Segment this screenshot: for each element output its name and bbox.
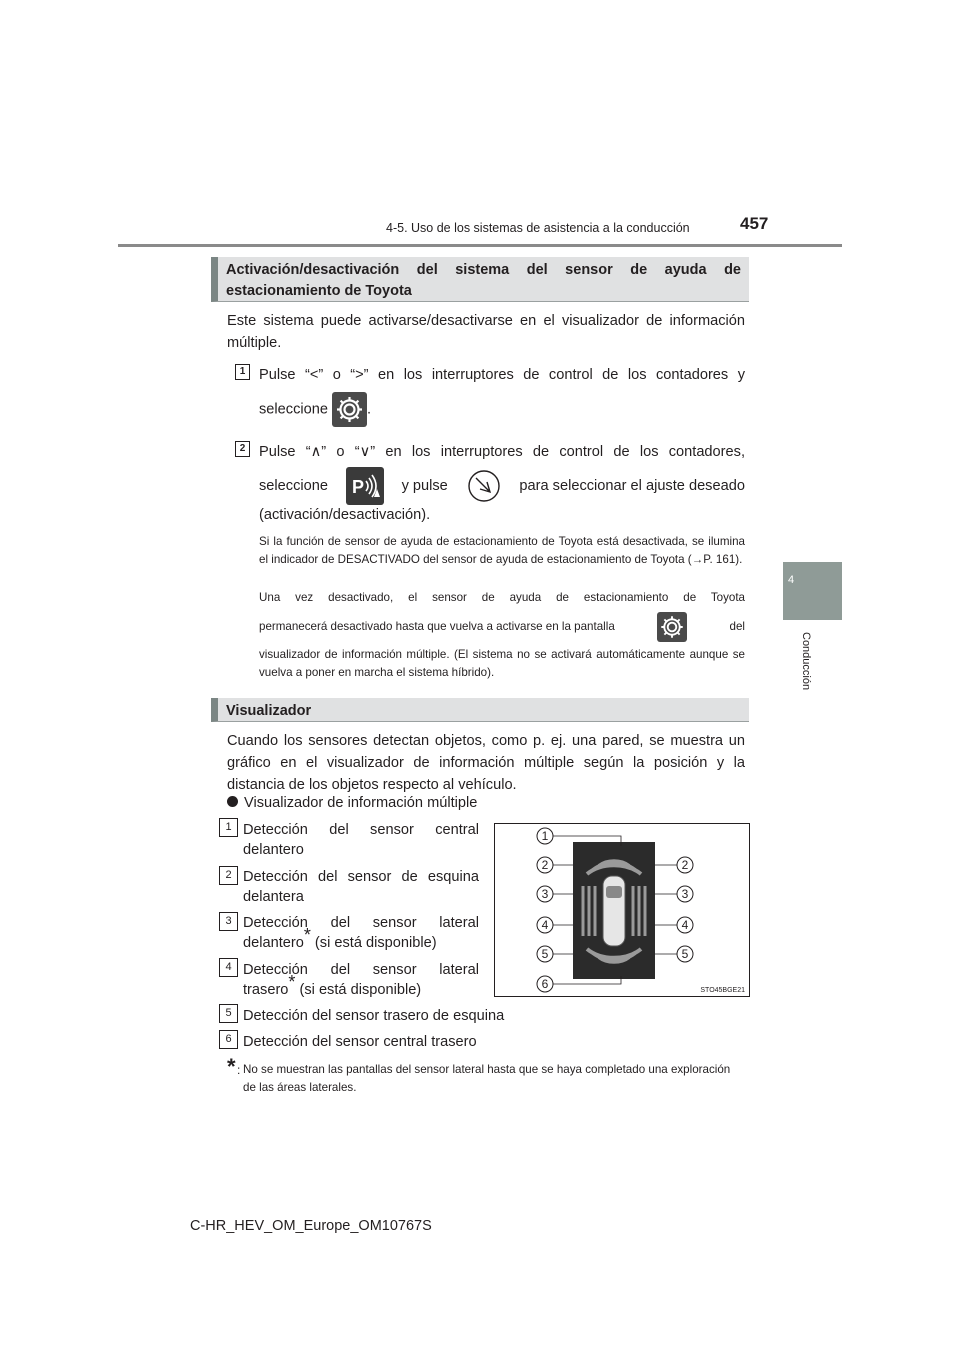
legend-item-3 <box>243 913 479 953</box>
vehicle-windshield <box>606 886 622 898</box>
step-2-select-desc: para seleccionar el ajuste deseado <box>519 478 745 494</box>
step-2-select-line <box>259 467 745 505</box>
parking-sensor-icon <box>346 467 384 505</box>
step-1-select-line <box>259 392 745 427</box>
enter-switch-icon <box>466 468 502 504</box>
display-bullet-text: Visualizador de información múltiple <box>244 795 478 811</box>
sensor-display-illustration <box>495 824 749 996</box>
note-deactivated-indicator: Si la función de sensor de ayuda de estacionamiento de Toyota está desactivada, se ilumina el indicador de DESACTIVADO del sensor de ayuda de estacionamiento de Toyota (→P. 161). <box>259 535 745 566</box>
legend-item-1: Detección del sensor central delantero <box>243 822 479 858</box>
sensor-display-figure <box>494 823 750 997</box>
settings-gear-icon-small <box>657 612 687 642</box>
step-1-badge: 1 <box>235 364 250 380</box>
fig-num-5-left: 5 <box>541 947 549 961</box>
section-path: 4-5. Uso de los sistemas de asistencia a la conducción <box>386 221 690 235</box>
fig-num-6: 6 <box>541 977 549 991</box>
section-heading-display: Visualizador <box>211 698 749 722</box>
note-remain-off-line1: Una vez desactivado, el sensor de ayuda de estacionamiento de Toyota <box>259 591 745 604</box>
document-id: C-HR_HEV_OM_Europe_OM10767S <box>190 1218 432 1234</box>
settings-gear-icon <box>332 392 367 427</box>
legend-item-4-text: Detección del sensor lateral trasero <box>243 962 479 998</box>
figure-code: STO45BGE21 <box>700 987 745 994</box>
note-remain-off-del: del <box>729 620 745 633</box>
legend-number-1: 1 <box>219 818 238 837</box>
chapter-tab-label: Conducción <box>800 632 812 691</box>
bullet-dot <box>227 796 238 807</box>
legend-item-2: Detección del sensor de esquina delantera <box>243 869 479 905</box>
legend-item-3-text: Detección del sensor lateral delantero <box>243 915 479 951</box>
footnote-text: No se muestran las pantallas del sensor lateral hasta que se haya completado una exploración de las áreas laterales. <box>243 1063 731 1094</box>
legend-number-5: 5 <box>219 1004 238 1023</box>
section-heading-activation: Activación/desactivación del sistema del sensor de ayuda de estacionamiento de Toyota <box>211 257 749 302</box>
fig-num-4-left: 4 <box>541 918 549 932</box>
legend-number-2: 2 <box>219 866 238 885</box>
fig-num-2-left: 2 <box>541 858 549 872</box>
step-2-option: (activación/desactivación). <box>259 507 431 523</box>
legend-number-6: 6 <box>219 1030 238 1049</box>
legend-item-3-star: * <box>303 925 311 946</box>
fig-num-4-right: 4 <box>681 918 689 932</box>
svg-text:P: P <box>351 477 364 497</box>
page-number: 457 <box>740 214 769 233</box>
legend-item-4-suffix: (si está disponible) <box>295 982 422 998</box>
fig-num-2-right: 2 <box>681 858 689 872</box>
chapter-tab-number: 4 <box>788 574 795 586</box>
note-remain-off-rest: visualizador de información múltiple. (El sistema no se activará automáticamente aunque se vuelva a poner en marcha el sistema híbrido). <box>259 648 745 679</box>
step-2-badge: 2 <box>235 441 250 457</box>
step-2-and-press: y pulse <box>401 478 448 494</box>
legend-item-5: Detección del sensor trasero de esquina <box>243 1008 505 1024</box>
display-bullet <box>227 792 727 814</box>
legend-number-4: 4 <box>219 958 238 977</box>
footnote-star: * <box>227 1054 236 1079</box>
step-1-period: . <box>367 401 372 418</box>
note-remain-off-line2 <box>259 612 745 642</box>
legend-item-4-star: * <box>288 972 296 993</box>
chapter-tab <box>783 562 842 620</box>
display-intro: Cuando los sensores detectan objetos, como p. ej. una pared, se muestra un gráfico en el visualizador de información múltiple según la posición y la distancia de los objetos respecto al vehículo. <box>227 733 745 793</box>
legend-item-3-suffix: (si está disponible) <box>310 935 437 951</box>
step-2-select-label: seleccione <box>259 478 328 494</box>
step-2-text: Pulse “∧” o “∨” en los interruptores de control de los contadores, <box>259 444 745 460</box>
note-remain-off-text: permanecerá desactivado hasta que vuelva a activarse en la pantalla <box>259 620 615 633</box>
legend-number-3: 3 <box>219 912 238 931</box>
legend-item-4 <box>243 960 479 1000</box>
activation-intro: Este sistema puede activarse/desactivarse en el visualizador de información múltiple. <box>227 313 745 351</box>
step-1-select-label: seleccione <box>259 401 328 418</box>
header-rule <box>118 244 842 247</box>
fig-num-3-left: 3 <box>541 887 549 901</box>
fig-num-1: 1 <box>541 829 549 843</box>
step-1-text: Pulse “<” o “>” en los interruptores de control de los contadores y <box>259 367 745 383</box>
legend-item-6: Detección del sensor central trasero <box>243 1034 477 1050</box>
footnote-colon: : <box>237 1063 241 1077</box>
fig-num-3-right: 3 <box>681 887 689 901</box>
fig-num-5-right: 5 <box>681 947 689 961</box>
